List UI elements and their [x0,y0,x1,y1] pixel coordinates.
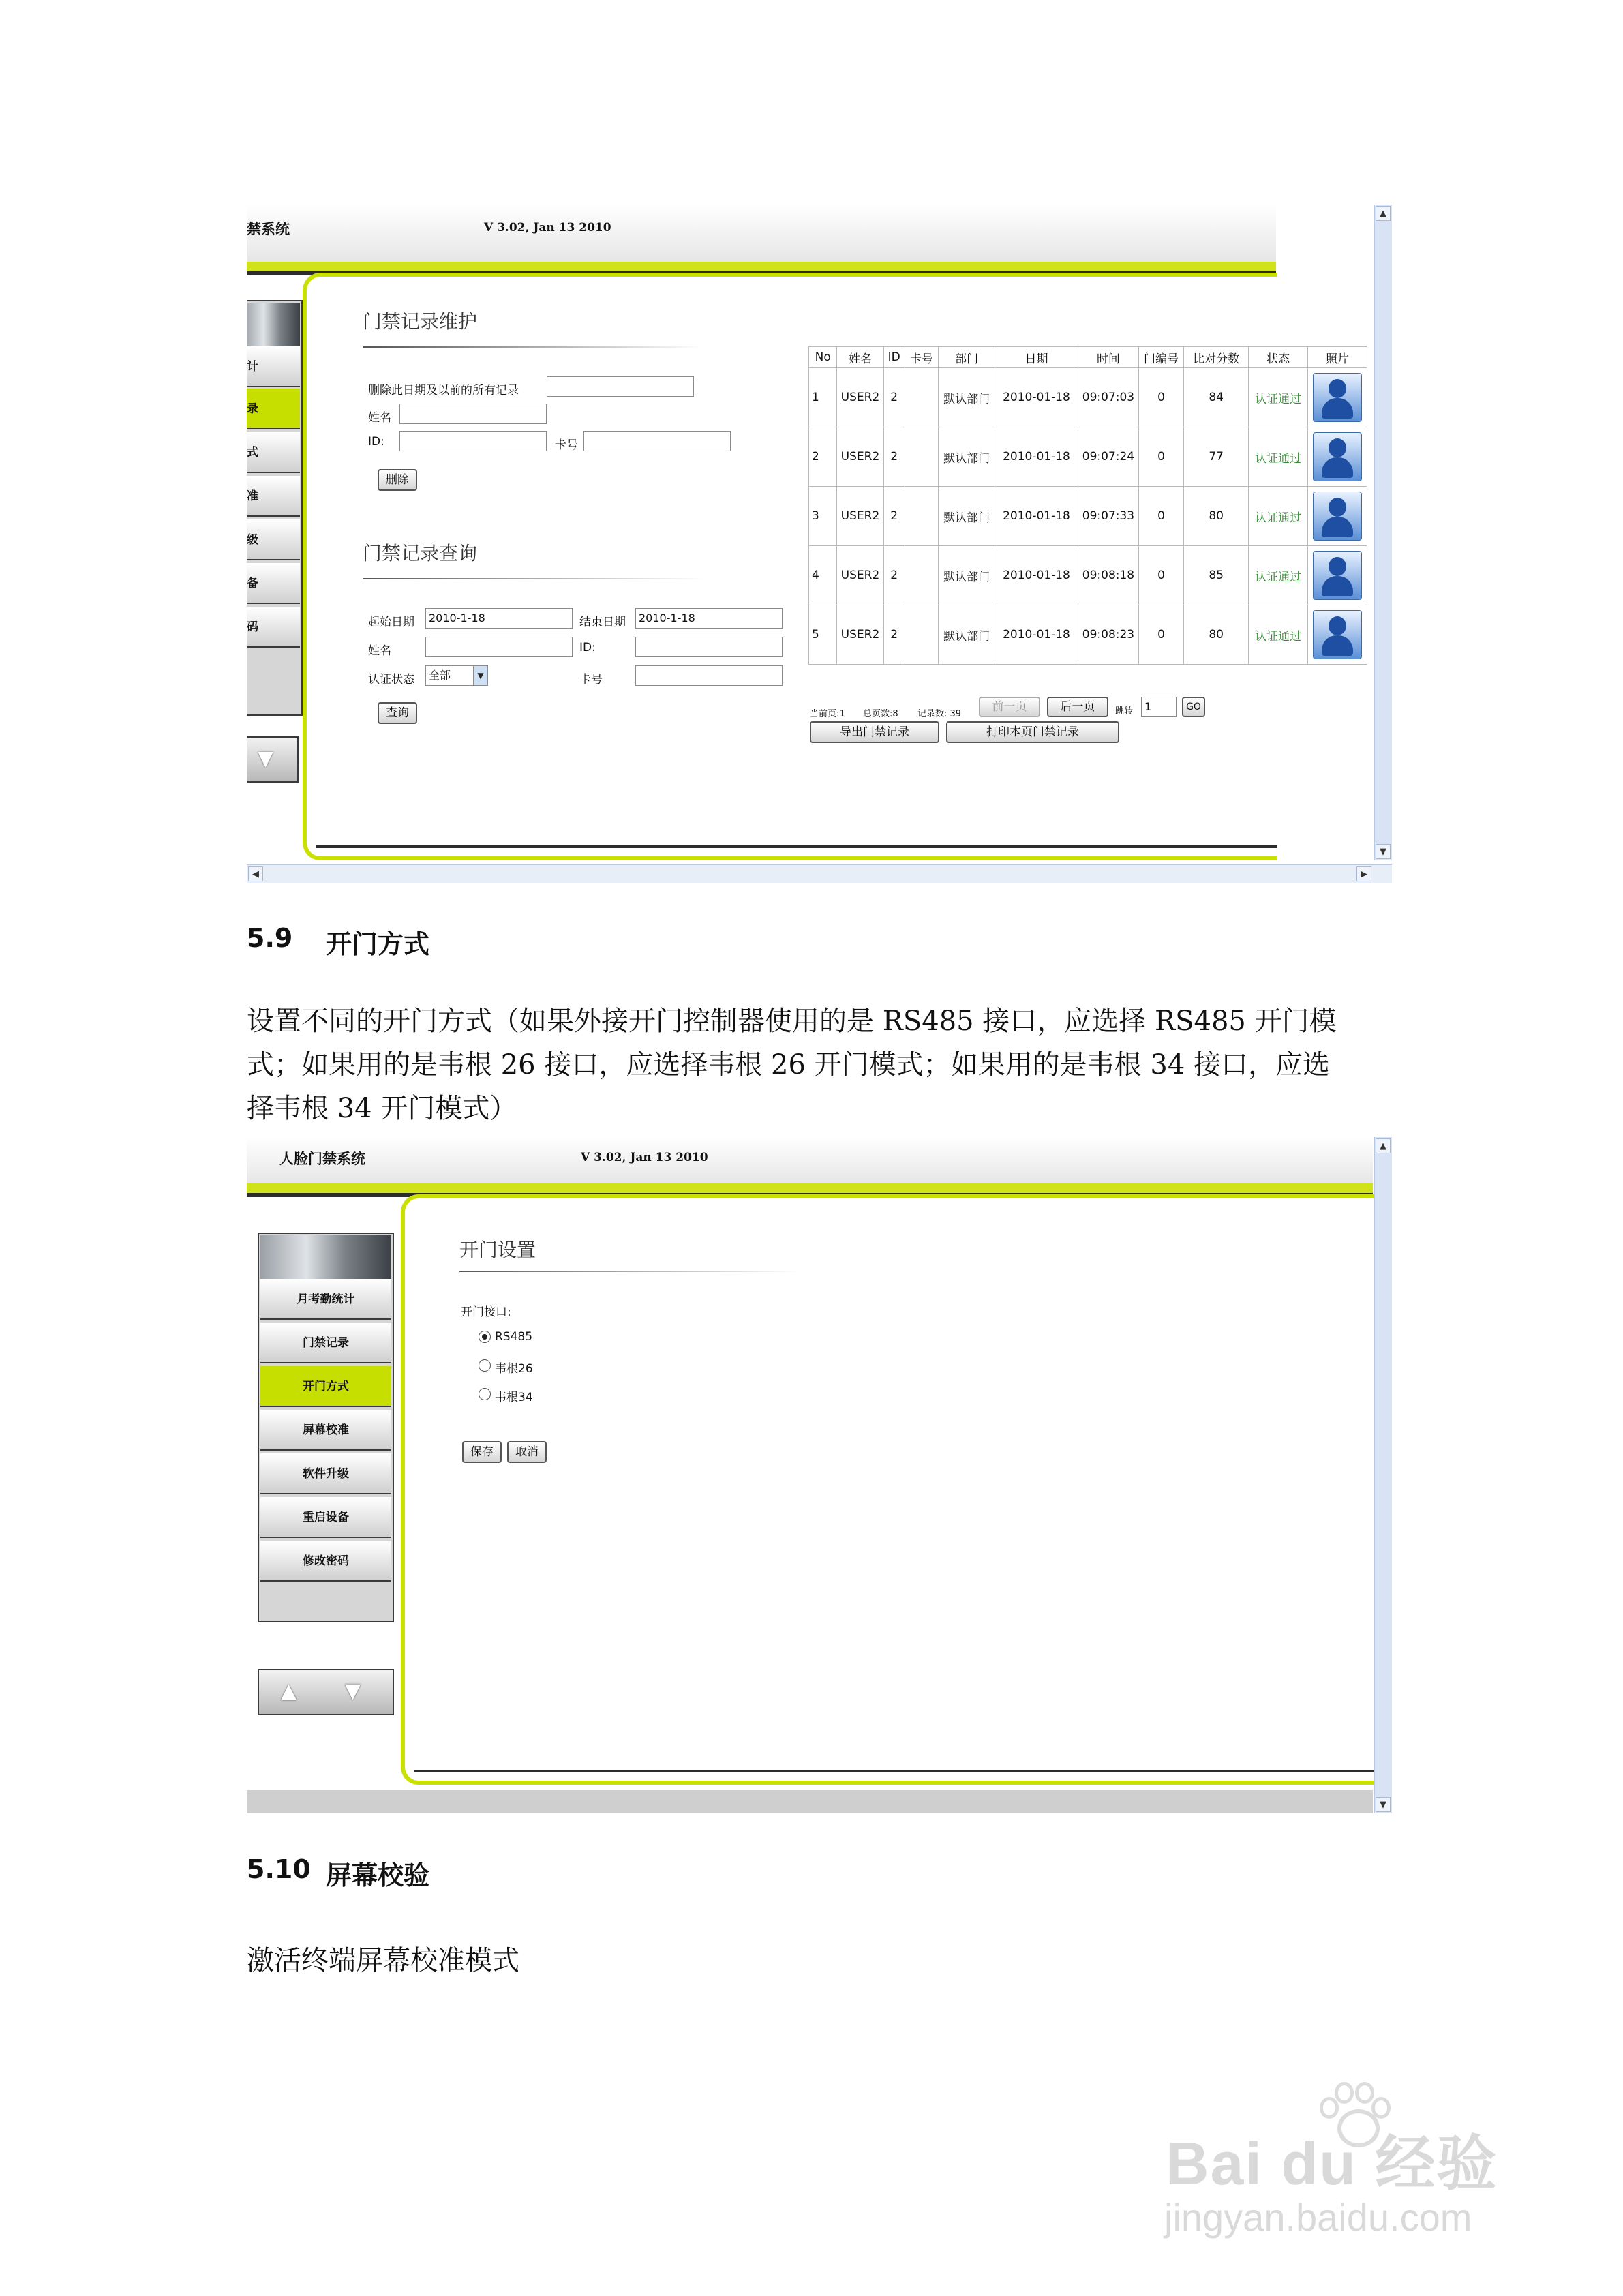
cell-card [905,427,939,487]
sidebar-item-attendance-stats[interactable]: 月考勤统计 [260,1279,391,1320]
end-date-input[interactable]: 2010-1-18 [635,608,783,629]
cell-dept: 默认部门 [939,487,995,546]
vertical-scrollbar[interactable] [1374,1137,1392,1813]
panel-title: 开门设置 [459,1239,536,1261]
cell-id: 2 [883,546,905,605]
scroll-down-button[interactable] [247,736,299,783]
cell-door: 0 [1138,605,1183,665]
delete-before-date-input[interactable] [547,376,694,397]
cell-date: 2010-01-18 [995,368,1078,427]
user-photo-icon[interactable] [1313,492,1362,541]
cell-photo[interactable] [1308,487,1367,546]
cell-status: 认证通过 [1249,546,1308,605]
maint-name-input[interactable] [399,404,547,424]
panel-title-rule [459,1271,800,1272]
sidebar-item-password[interactable]: 码 [247,607,300,648]
col-name: 姓名 [837,347,883,368]
col-time: 时间 [1078,347,1138,368]
content-bottom-rule [414,1770,1374,1772]
delete-before-label: 删除此日期及以前的所有记录 [368,384,519,397]
export-records-button[interactable]: 导出门禁记录 [810,721,939,743]
query-name-label: 姓名 [368,644,391,658]
up-arrow-icon[interactable]: ▲ [281,1679,297,1703]
table-row[interactable] [809,368,1367,427]
query-id-input[interactable] [635,637,783,657]
prev-page-button[interactable]: 前一页 [979,697,1040,717]
cell-no: 5 [809,605,837,665]
scroll-down-icon[interactable]: ▼ [1376,1797,1391,1812]
cell-id: 2 [883,427,905,487]
cell-id: 2 [883,605,905,665]
cell-no: 4 [809,546,837,605]
cell-status: 认证通过 [1249,605,1308,665]
cell-date: 2010-01-18 [995,427,1078,487]
door-port-label: 开门接口: [461,1305,511,1319]
table-row[interactable] [809,546,1367,605]
maint-name-label: 姓名 [368,411,391,425]
cell-score: 85 [1184,546,1249,605]
cell-time: 09:07:24 [1078,427,1138,487]
jump-label: 跳转 [1115,706,1134,716]
cell-date: 2010-01-18 [995,487,1078,546]
col-no: No [809,347,837,368]
cell-score: 80 [1184,487,1249,546]
down-arrow-icon: ▼ [258,746,274,770]
query-button[interactable]: 查询 [378,702,417,724]
cell-no: 2 [809,427,837,487]
header-accent-bar [247,1183,1373,1193]
section-5-9-number: 5.9 [247,923,293,953]
sidebar [247,300,303,716]
sidebar-item-door-mode[interactable]: 开门方式 [260,1366,391,1407]
table-row[interactable] [809,487,1367,546]
section-5-9-line-2: 式；如果用的是韦根 26 接口，应选择韦根 26 开门模式；如果用的是韦根 34 接口，应选 [247,1049,1330,1081]
scroll-down-icon[interactable]: ▼ [1376,844,1391,859]
user-photo-icon[interactable] [1313,373,1362,422]
cell-dept: 默认部门 [939,427,995,487]
radio-wiegand26-label: 韦根26 [495,1362,533,1376]
sidebar-item-door-mode[interactable]: 式 [247,432,300,473]
cell-time: 09:08:18 [1078,546,1138,605]
query-title: 门禁记录查询 [363,542,478,564]
table-header-row [809,347,1367,368]
cell-status: 认证通过 [1249,487,1308,546]
current-page-label: 当前页:1 [810,709,845,719]
cell-door: 0 [1138,487,1183,546]
cell-score: 80 [1184,605,1249,665]
maint-id-label: ID: [368,435,384,449]
cell-photo[interactable] [1308,427,1367,487]
maint-card-label: 卡号 [555,438,578,452]
maintenance-title-rule [363,346,703,348]
radio-wiegand34-label: 韦根34 [495,1391,533,1404]
save-button[interactable]: 保存 [462,1441,502,1463]
cell-time: 09:08:23 [1078,605,1138,665]
cell-score: 77 [1184,427,1249,487]
cell-photo[interactable] [1308,605,1367,665]
section-5-10-paragraph: 激活终端屏幕校准模式 [247,1945,519,1976]
content-frame [401,1194,1374,1785]
version-label: V 3.02, Jan 13 2010 [581,1151,708,1164]
maint-id-input[interactable] [399,431,547,451]
status-label: 认证状态 [368,673,414,686]
query-name-input[interactable] [425,637,573,657]
eye-banner [260,1235,391,1280]
delete-button[interactable]: 删除 [378,469,417,491]
query-id-label: ID: [579,641,596,654]
cell-dept: 默认部门 [939,368,995,427]
sidebar-item-records[interactable]: 录 [247,389,300,429]
header-accent-bar [247,262,1276,271]
status-select[interactable] [425,665,488,686]
maint-card-input[interactable] [583,431,731,451]
go-button[interactable]: GO [1182,697,1205,717]
cell-time: 09:07:33 [1078,487,1138,546]
user-photo-icon[interactable] [1313,432,1362,481]
horizontal-scrollbar[interactable] [247,864,1392,883]
total-records-label: 记录数: 39 [917,709,962,719]
col-score: 比对分数 [1184,347,1249,368]
sidebar-item-door-records[interactable]: 门禁记录 [260,1323,391,1363]
cell-date: 2010-01-18 [995,546,1078,605]
cell-card [905,605,939,665]
screenshot-door-mode [247,1137,1392,1813]
end-date-label: 结束日期 [579,616,626,629]
app-header [247,205,1276,262]
cell-id: 2 [883,368,905,427]
query-title-rule [363,578,703,579]
sidebar-item-reboot[interactable]: 备 [247,563,300,604]
section-5-10-title: 屏幕校验 [326,1860,430,1890]
col-card: 卡号 [905,347,939,368]
radio-rs485-label: RS485 [495,1330,533,1344]
sidebar [258,1233,394,1622]
eye-banner [247,303,300,348]
radio-wiegand26[interactable] [479,1359,491,1372]
table-row[interactable] [809,427,1367,487]
query-card-input[interactable] [635,665,783,686]
cell-card [905,368,939,427]
cell-name: USER2 [837,546,883,605]
section-5-9-title: 开门方式 [326,929,430,959]
table-row[interactable] [809,605,1367,665]
cell-score: 84 [1184,368,1249,427]
scroll-up-icon[interactable]: ▲ [1376,206,1391,221]
watermark-url: jingyan.baidu.com [1164,2196,1472,2239]
cell-name: USER2 [837,427,883,487]
col-date: 日期 [995,347,1078,368]
section-5-9-line-3: 择韦根 34 开门模式） [247,1093,517,1124]
scroll-left-icon[interactable]: ◀ [248,866,263,881]
sidebar-item-screen-calibration[interactable]: 屏幕校准 [260,1410,391,1451]
version-label: V 3.02, Jan 13 2010 [484,221,611,235]
radio-rs485[interactable] [479,1331,491,1343]
cell-date: 2010-01-18 [995,605,1078,665]
cell-photo[interactable] [1308,546,1367,605]
cell-name: USER2 [837,368,883,427]
scroll-up-icon[interactable]: ▲ [1376,1138,1391,1153]
scroll-right-icon[interactable]: ▶ [1356,866,1371,881]
cancel-button[interactable]: 取消 [507,1441,547,1463]
jump-page-input[interactable]: 1 [1141,697,1177,717]
records-table [808,346,1367,665]
section-5-10-number: 5.10 [247,1854,311,1884]
next-page-button[interactable]: 后一页 [1047,697,1108,717]
cell-no: 3 [809,487,837,546]
maintenance-title: 门禁记录维护 [363,310,478,333]
col-status: 状态 [1249,347,1308,368]
status-select-value: 全部 [429,669,451,682]
col-door: 门编号 [1138,347,1183,368]
chevron-down-icon: ▼ [473,666,487,685]
app-header [247,1137,1373,1183]
sidebar-item-calibration[interactable]: 准 [247,476,300,517]
radio-wiegand34[interactable] [479,1388,491,1400]
cell-name: USER2 [837,605,883,665]
print-page-button[interactable]: 打印本页门禁记录 [946,721,1119,743]
cell-dept: 默认部门 [939,546,995,605]
cell-card [905,546,939,605]
cell-time: 09:07:03 [1078,368,1138,427]
start-date-label: 起始日期 [368,616,414,629]
section-5-9-line-1: 设置不同的开门方式（如果外接开门控制器使用的是 RS485 接口，应选择 RS485 开门模 [247,1006,1337,1037]
cell-name: USER2 [837,487,883,546]
sidebar-item-stats[interactable]: 计 [247,346,300,387]
sidebar-item-reboot-device[interactable]: 重启设备 [260,1497,391,1538]
watermark-brand: Bai du 经验 [1166,2130,1498,2197]
app-title: 禁系统 [247,221,290,237]
cell-door: 0 [1138,546,1183,605]
cell-status: 认证通过 [1249,368,1308,427]
cell-dept: 默认部门 [939,605,995,665]
screenshot-door-records [247,205,1392,883]
cell-no: 1 [809,368,837,427]
start-date-input[interactable]: 2010-1-18 [425,608,573,629]
sidebar-item-software-upgrade[interactable]: 软件升级 [260,1453,391,1494]
query-card-label: 卡号 [579,673,603,686]
total-pages-label: 总页数:8 [863,709,898,719]
cell-card [905,487,939,546]
sidebar-item-upgrade[interactable]: 级 [247,519,300,560]
user-photo-icon[interactable] [1313,610,1362,659]
vertical-scrollbar[interactable] [1374,205,1392,860]
down-arrow-icon[interactable]: ▼ [345,1679,361,1703]
col-photo: 照片 [1308,347,1367,368]
cell-door: 0 [1138,427,1183,487]
cell-door: 0 [1138,368,1183,427]
sidebar-item-change-password[interactable]: 修改密码 [260,1541,391,1582]
cell-photo[interactable] [1308,368,1367,427]
cell-status: 认证通过 [1249,427,1308,487]
user-photo-icon[interactable] [1313,551,1362,600]
bottom-status-bar [247,1790,1373,1813]
cell-id: 2 [883,487,905,546]
content-bottom-rule [316,845,1277,848]
col-id: ID [883,347,905,368]
sidebar-scroll-buttons [258,1669,394,1715]
col-dept: 部门 [939,347,995,368]
app-title: 人脸门禁系统 [279,1151,365,1167]
